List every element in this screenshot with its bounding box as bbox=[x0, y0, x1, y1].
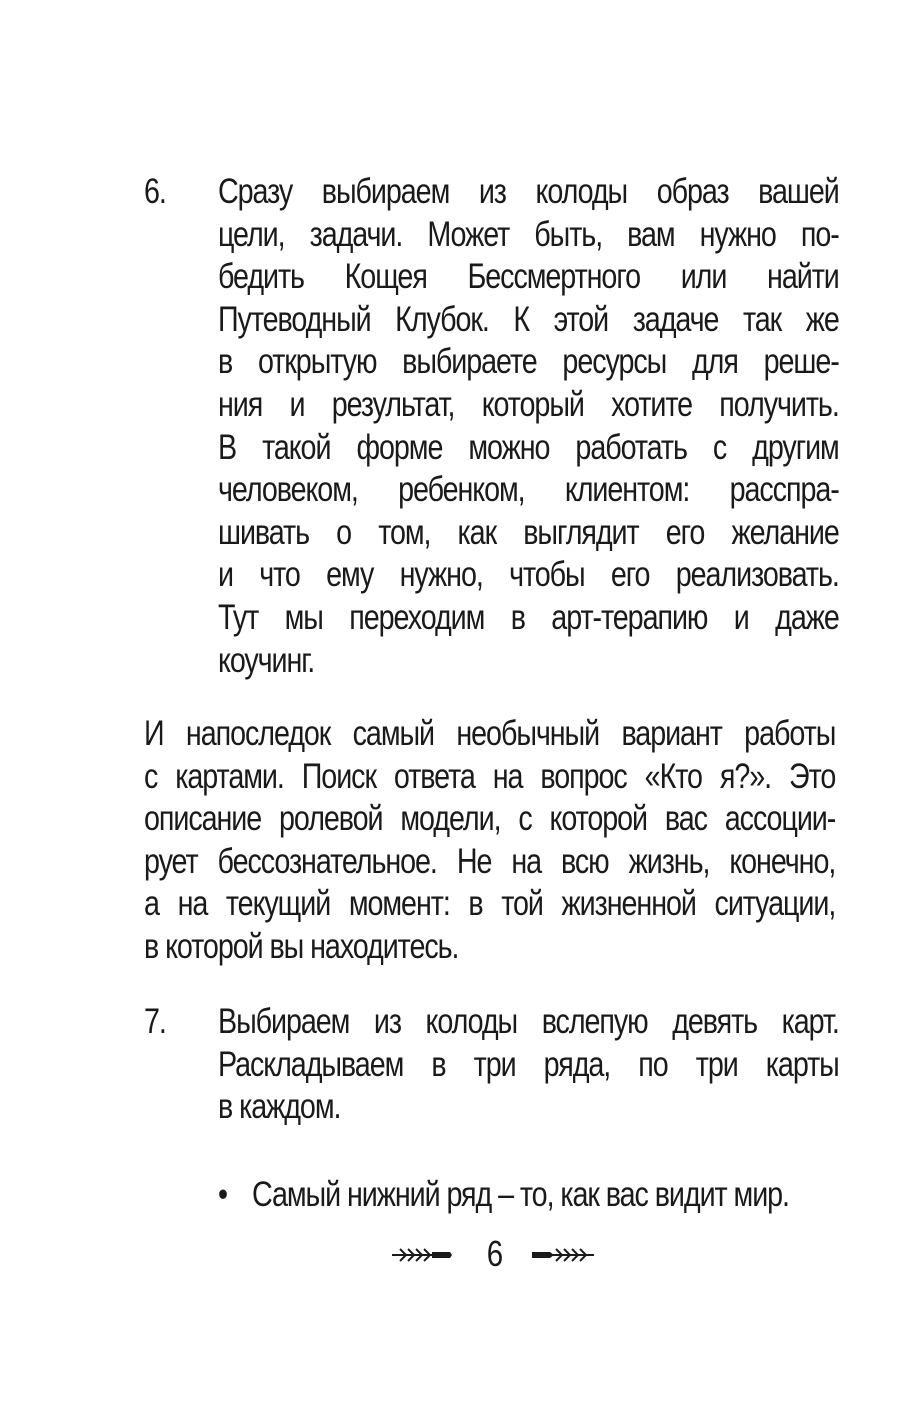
text-line: человеком, ребенком, клиентом: расспра- bbox=[218, 470, 839, 510]
text-line: в каждом. bbox=[218, 1087, 341, 1127]
text-line: В такой форме можно работать с другим bbox=[218, 427, 839, 467]
text-line: шивать о том, как выглядит его желание bbox=[218, 512, 839, 552]
text-line: коучинг. bbox=[218, 640, 315, 680]
arrow-fletching-right-icon bbox=[530, 1243, 596, 1267]
arrow-fletching-left-icon bbox=[390, 1243, 452, 1267]
text-line: рует бессознательное. Не на всю жизнь, конечно, bbox=[144, 841, 836, 881]
list-item-6-text bbox=[218, 171, 839, 682]
text-line: И напоследок самый необычный вариант работы bbox=[144, 714, 836, 753]
list-number-6: 6. bbox=[144, 172, 166, 211]
list-number-7: 7. bbox=[144, 1002, 166, 1041]
body-paragraph bbox=[144, 713, 835, 969]
text-line: а на текущий момент: в той жизненной ситуации, bbox=[144, 884, 836, 924]
text-line: Выбираем из колоды вслепую девять карт. bbox=[218, 1002, 839, 1041]
text-line: в которой вы находитесь. bbox=[144, 926, 459, 966]
bullet-item-text: Самый нижний ряд – то, как вас видит мир. bbox=[252, 1175, 789, 1214]
page-footer bbox=[390, 1233, 600, 1277]
text-line: Тут мы переходим в арт-терапию и даже bbox=[218, 597, 839, 637]
list-item-7-text bbox=[218, 1001, 839, 1129]
text-line: цели, задачи. Может быть, вам нужно по- bbox=[218, 214, 839, 254]
text-line: ния и результат, который хотите получить. bbox=[218, 384, 839, 424]
text-line: с картами. Поиск ответа на вопрос «Кто я?». Это bbox=[144, 756, 836, 796]
text-line: бедить Кощея Бессмертного или найти bbox=[218, 257, 839, 297]
text-line: в открытую выбираете ресурсы для реше- bbox=[218, 342, 839, 382]
bullet-icon: • bbox=[218, 1175, 227, 1214]
text-line: и что ему нужно, чтобы его реализовать. bbox=[218, 555, 839, 595]
text-line: Путеводный Клубок. К этой задаче так же bbox=[218, 299, 839, 339]
text-line: описание ролевой модели, с которой вас ассоции- bbox=[144, 799, 836, 839]
page-number: 6 bbox=[486, 1233, 504, 1274]
text-line: Раскладываем в три ряда, по три карты bbox=[218, 1044, 839, 1084]
text-line: Сразу выбираем из колоды образ вашей bbox=[218, 172, 839, 211]
